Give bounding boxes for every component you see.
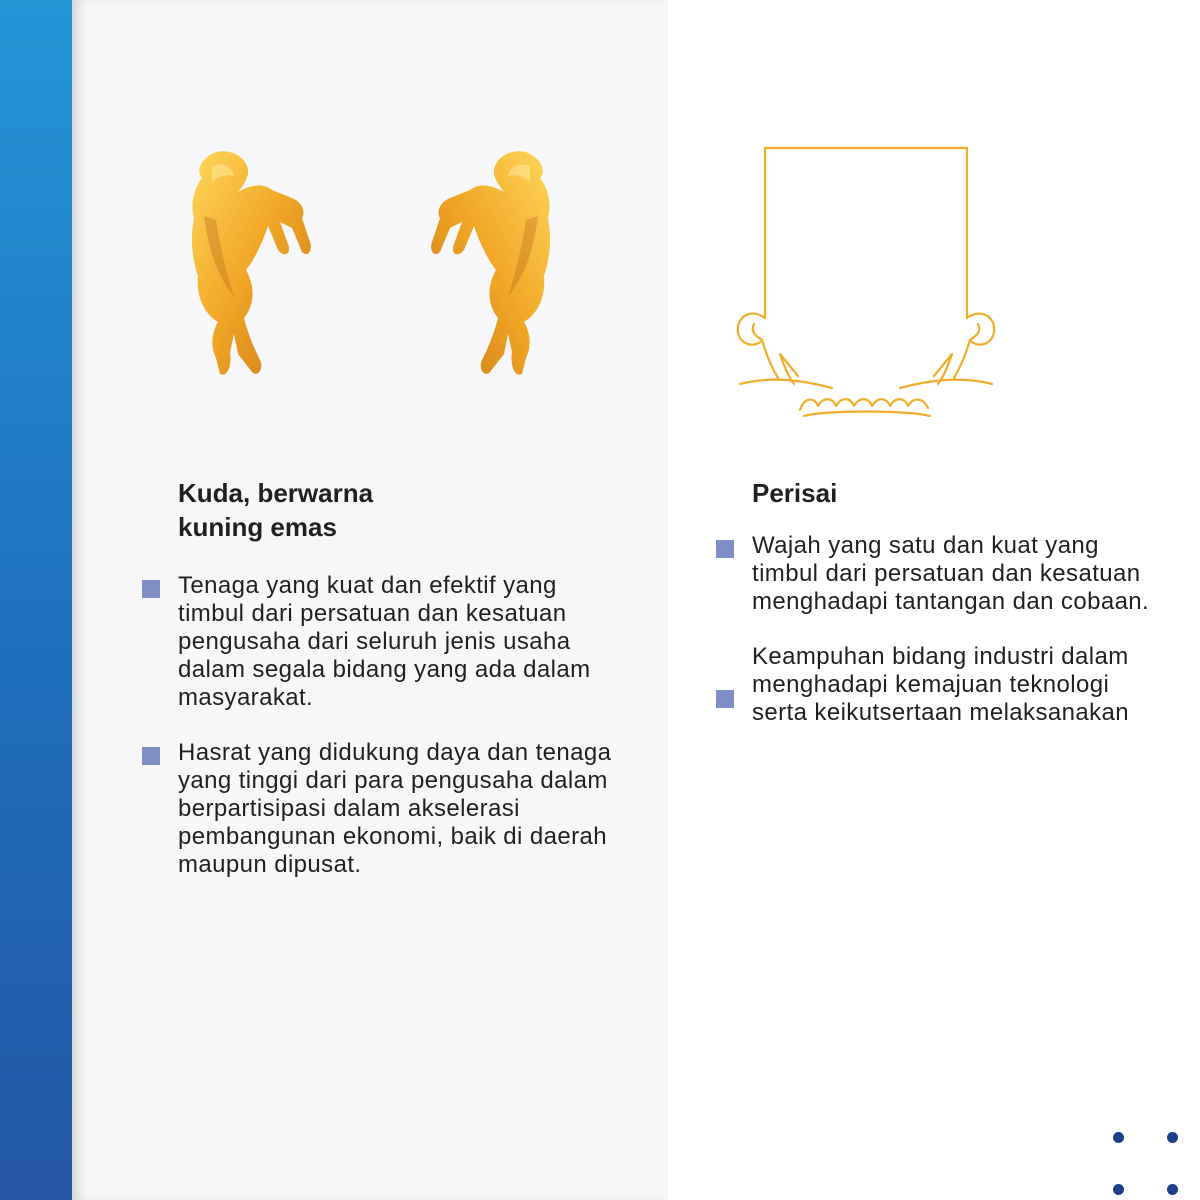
square-bullet-icon [142, 580, 160, 598]
side-accent-bar [0, 0, 72, 1200]
square-bullet-icon [142, 747, 160, 765]
shield-heading: Perisai [752, 478, 838, 508]
decorative-dot [1113, 1132, 1124, 1143]
list-item [142, 572, 622, 712]
shield-icon [732, 140, 1000, 430]
horse-bullet-list [142, 572, 622, 906]
decorative-dot [1167, 1184, 1178, 1195]
decorative-dot [1113, 1184, 1124, 1195]
list-item [716, 532, 1156, 616]
bullet-text: Wajah yang satu dan kuat yang timbul dari persatuan dan kesatuan menghadapi tantangan dan cobaan. [752, 532, 1150, 615]
square-bullet-icon [716, 690, 734, 708]
square-bullet-icon [716, 540, 734, 558]
shield-bullet-list [716, 532, 1156, 754]
horse-heading [178, 476, 478, 544]
bullet-text: Keampuhan bidang industri dalam menghadapi kemajuan teknologi serta keikutsertaan melaksanakan [752, 643, 1129, 726]
horse-heading-line1: Kuda, berwarna [178, 478, 374, 508]
bullet-text: Hasrat yang didukung daya dan tenaga yang tinggi dari para pengusaha dalam berpartisipasi dalam akselerasi pembangunan ekonomi, baik di daerah maupun dipusat. [178, 739, 612, 878]
horse-heading-line2: kuning emas [178, 512, 337, 542]
horse-right-icon [426, 146, 560, 386]
list-item [716, 643, 1156, 727]
bullet-text: Tenaga yang kuat dan efektif yang timbul dari persatuan dan kesatuan pengusaha dari seluruh jenis usaha dalam segala bidang yang ada dalam masyarakat. [178, 572, 591, 711]
decorative-dot [1167, 1132, 1178, 1143]
list-item [142, 739, 622, 879]
horse-left-icon [182, 146, 316, 386]
